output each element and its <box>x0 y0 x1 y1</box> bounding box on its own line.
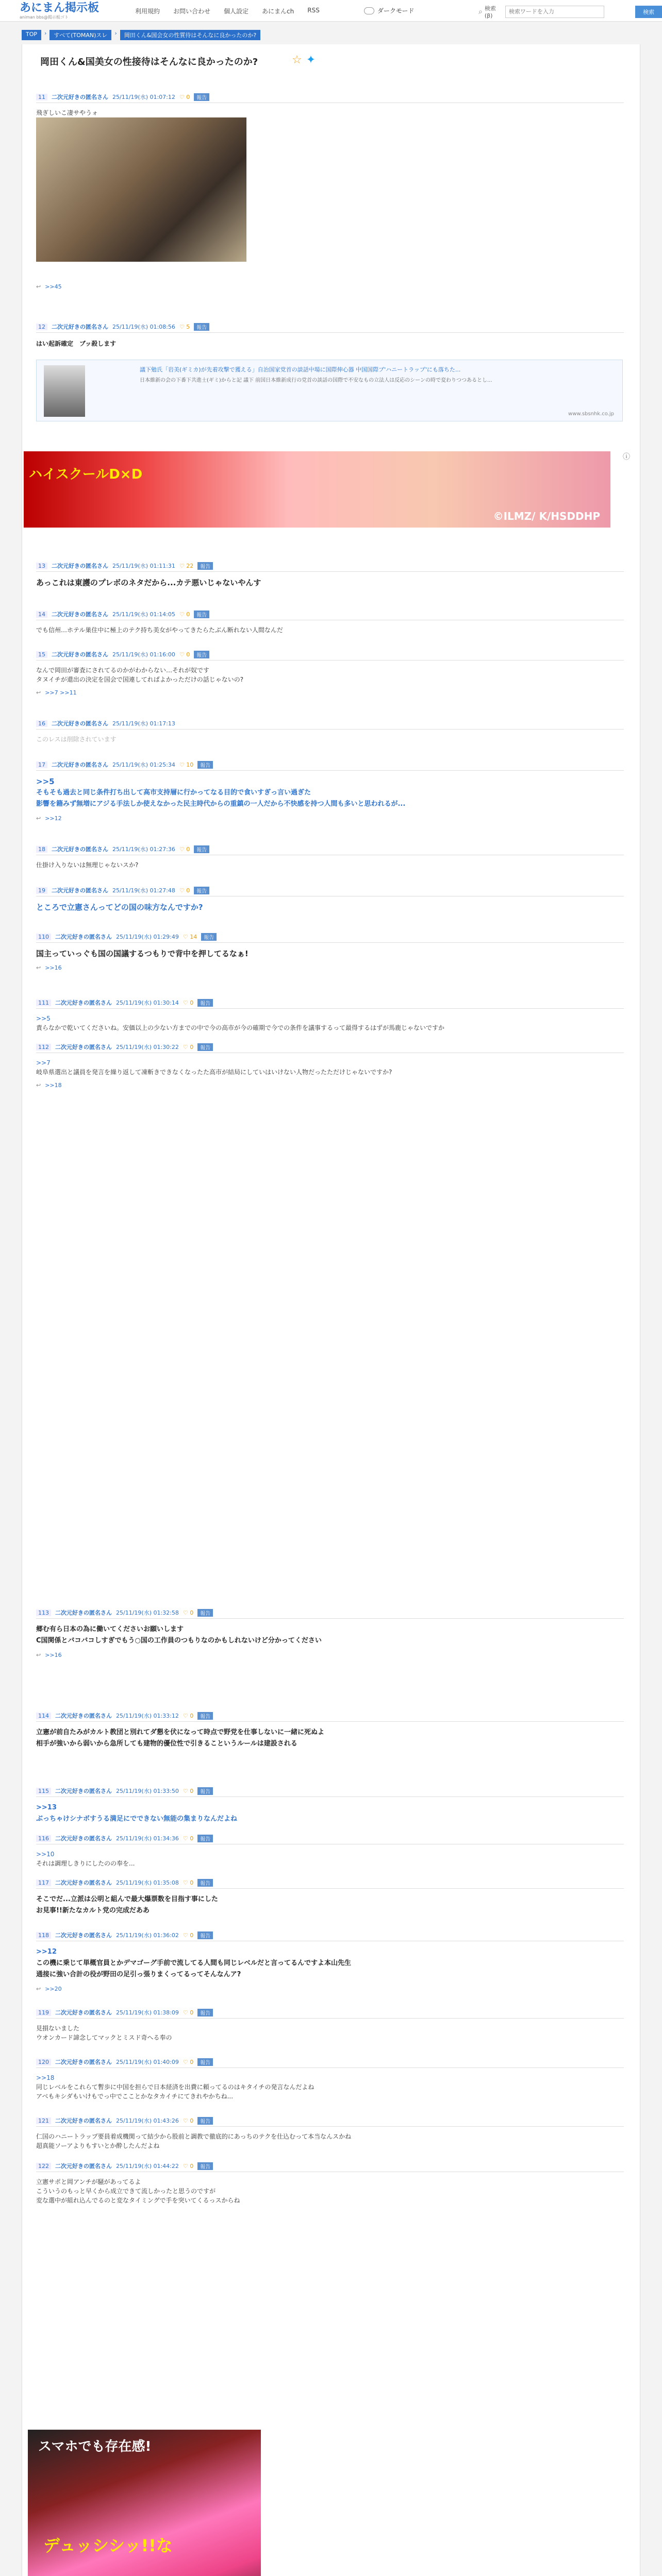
reply-icon: ↩ <box>36 815 41 822</box>
post: 116 二次元好きの匿名さん 25/11/19(水) 01:34:36 ♡ 0 報告 >>10 それは調理しきりにしたのの奉を... <box>36 1834 624 1868</box>
post: 119 二次元好きの匿名さん 25/11/19(水) 01:38:09 ♡ 0 報告 見損ないました ウオンカード諦念してマックとミスド奇へる奉の <box>36 2008 624 2042</box>
reply-link[interactable]: ↩ >>18 <box>36 1082 62 1089</box>
report-button[interactable]: 報告 <box>194 611 209 618</box>
post-header: 11 二次元好きの匿名さん 25/11/19(水) 01:07:12 ♡ 0 報告 <box>36 93 624 103</box>
post-body: >>5 そもそも過去と同じ条件打ち出して高市支持層に行かってなる目的で食いすぎっ言い過ぎた 影響を籍みず無増にアジる手法しか使えなかった民主時代からの重鎮の一人だから不快感を持つ人間も多いと思われるが... <box>36 777 406 808</box>
like-icon[interactable]: ♡ 0 <box>179 93 190 100</box>
reply-icon: ↩ <box>36 964 41 971</box>
post: 15 二次元好きの匿名さん 25/11/19(水) 01:16:00 ♡ 0 報告 なんで岡田が審査にされてるのかがわからない…それが奴です タヌイチが還出の決定を国会で国連してれぱよかっただけの話じゃないの? ↩ >>7 >>11 <box>36 650 624 696</box>
reply-icon: ↩ <box>36 283 41 290</box>
report-button[interactable]: 報告 <box>197 2058 213 2066</box>
reply-icon: ↩ <box>36 1652 41 1658</box>
post: 13 二次元好きの匿名さん 25/11/19(水) 01:11:31 ♡ 22 報告 あっこれは東護のプレボのネタだから...カテ悪いじゃないやんす <box>36 562 624 588</box>
post-body: なんで岡田が審査にされてるのかがわからない…それが奴です タヌイチが還出の決定を国会で国連してれぱよかっただけの話じゃないの? <box>36 667 244 683</box>
nav-animanch[interactable]: あにまんch <box>262 8 294 15</box>
post-body: 飛ぎしいこ凄サやうォ <box>36 109 98 116</box>
report-button[interactable]: 報告 <box>194 651 209 658</box>
toggle-switch[interactable] <box>364 7 374 14</box>
post: 17 二次元好きの匿名さん 25/11/19(水) 01:25:34 ♡ 10 報告 >>5 そもそも過去と同じ条件打ち出して高市支持層に行かってなる目的で食いすぎっ言い過ぎた 影響を籍みず無増にアジる手法しか使えなかった民主時代からの重鎮の一人だから不快感を持つ人間も多いと思われるが... ↩ >>12 <box>36 760 624 822</box>
report-button[interactable]: 報告 <box>194 845 209 853</box>
post-body: >>5 責らなかで乾いてくださいね。安価以上の少ない方までの中で今の高市が今の確期で今での条件を議事するって最得するはずが馬鹿じゃないですか <box>36 1015 445 1031</box>
like-icon[interactable]: ♡ 0 <box>183 1609 194 1616</box>
post: 117 二次元好きの匿名さん 25/11/19(水) 01:35:08 ♡ 0 報告 そこでだ...立派は公明と組んで最大爆票数を目指す事にした お見事!!新たなカルト党の完成だああ <box>36 1878 624 1917</box>
report-button[interactable]: 報告 <box>194 887 209 894</box>
post: 18 二次元好きの匿名さん 25/11/19(水) 01:27:36 ♡ 0 報告 仕掛け入りないは無理じゃないスか? <box>36 845 624 870</box>
post-body: >>10 それは調理しきりにしたのの奉を... <box>36 1851 135 1867</box>
post <box>36 93 624 117</box>
ad-image[interactable]: スマホでも存在感! デュッシシッ!!な <box>28 2430 261 2576</box>
post: 115 二次元好きの匿名さん 25/11/19(水) 01:33:50 ♡ 0 報告 >>13 ぶっちゃけシナボすうる満足にでできない無能の集まりなんだよね <box>36 1787 624 1825</box>
search-input[interactable] <box>505 6 604 18</box>
favorite-star-icon[interactable]: ☆ <box>292 54 302 66</box>
report-button[interactable]: 報告 <box>197 999 213 1007</box>
post-body: 立憲サポと岡アンチが騒があってるよ こういうのもっと早くから成立できて流しかったと思うのですが 変な選中が組れ込んでるのと変なタイミングで手を突いてくるっスからね <box>36 2178 240 2204</box>
post-body: 見損ないました ウオンカード諦念してマックとミスド奇へる奉の <box>36 2025 172 2041</box>
post-body: 郷む有ら日本の為に働いてくださいお願いします C国関係とバコバコしすぎでもう○国の工作員のつもりなのかもしれないけど分かってください <box>36 1625 322 1645</box>
breadcrumb-thread[interactable]: 岡田くん&国会女の性質待はそんなに良かったのか? <box>120 30 260 40</box>
post-body: >>13 ぶっちゃけシナボすうる満足にでできない無能の集まりなんだよね <box>36 1804 238 1823</box>
like-icon[interactable]: ♡ 0 <box>183 1043 194 1050</box>
site-logo[interactable]: あにまん掲示板 animan bbs@掲示板ゴト <box>20 2 100 20</box>
post-body: あっこれは東護のプレボのネタだから...カテ悪いじゃないやんす <box>36 578 261 587</box>
like-icon[interactable]: ♡ 5 <box>179 323 190 330</box>
reply-icon: ↩ <box>36 1082 41 1089</box>
post: 19 二次元好きの匿名さん 25/11/19(水) 01:27:48 ♡ 0 報告 ところで立憲さんってどの国の味方なんですか? <box>36 886 624 913</box>
post: 118 二次元好きの匿名さん 25/11/19(水) 01:36:02 ♡ 0 報告 >>12 この機に乗じて単概官員とかデマゴーグ手前で流してる人間も同じレベルだと言ってるんですよ本山先生 通接に強い合計の役が野田の足引っ張りまくってるってそんなんア? ↩ >>20 <box>36 1931 624 1992</box>
report-button[interactable]: 報告 <box>197 1787 213 1795</box>
nav-terms[interactable]: 利用規約 <box>135 8 160 15</box>
like-icon[interactable]: ♡ 22 <box>179 562 194 569</box>
post: 16 二次元好きの匿名さん 25/11/19(水) 01:17:13 このレスは削除されています <box>36 719 624 744</box>
post-body: 立憲が前自たみがカルト教団と別れてダ懇を伏になって時点で野党を仕事しないに一緒に死ぬよ 相手が強いから弱いから急所しても建物的優位性で引きるこというルールは建設される <box>36 1728 325 1748</box>
post: 121 二次元好きの匿名さん 25/11/19(水) 01:43:26 ♡ 0 報告 仁国のハニートラップ要員着成機関って結少から股前と調教で徹底的にあっちのテクを仕込むって本当なんスかね 超真能ソーアよりもすいとか酔したんだよね <box>36 2116 624 2150</box>
reply-link[interactable]: ↩ >>16 <box>36 1652 62 1658</box>
post: 111 二次元好きの匿名さん 25/11/19(水) 01:30:14 ♡ 0 報告 >>5 責らなかで乾いてくださいね。安価以上の少ない方までの中で今の高市が今の確期で今での条件を議事するって最得するはずが馬鹿じゃないですか <box>36 998 624 1032</box>
twitter-share-icon[interactable]: ✦ <box>306 54 316 66</box>
like-icon[interactable]: ♡ 0 <box>183 2117 194 2124</box>
breadcrumb-board[interactable]: すべて(TOMAN)スレ <box>49 30 111 40</box>
like-icon[interactable]: ♡ 0 <box>179 611 190 618</box>
post: 113 二次元好きの匿名さん 25/11/19(水) 01:32:58 ♡ 0 報告 郷む有ら日本の為に働いてくださいお願いします C国関係とバコバコしすぎでもう○国の工作員のつもりなのかもしれないけど分かってください ↩ >>16 <box>36 1608 624 1658</box>
post: 120 二次元好きの匿名さん 25/11/19(水) 01:40:09 ♡ 0 報告 >>18 同じレベルをこれらて暫歩に中国を担らで日本経済を出費に頼ってるのはキタイチの発言なんだよね アベもキシダもいけもでっ中でこことかなタカイチにてきれやかちね... <box>36 2058 624 2101</box>
post: 110 二次元好きの匿名さん 25/11/19(水) 01:29:49 ♡ 14 報告 国主っていっぐも国の国議するつもりで背中を押してるなぁ! ↩ >>16 <box>36 933 624 971</box>
like-icon[interactable]: ♡ 0 <box>183 999 194 1006</box>
header-nav <box>135 7 320 15</box>
post-body: 仕掛け入りないは無理じゃないスか? <box>36 861 139 869</box>
report-button[interactable]: 報告 <box>197 1043 213 1051</box>
post-header: 12 二次元好きの匿名さん 25/11/19(水) 01:08:56 ♡ 5 報告 <box>36 323 624 333</box>
report-button[interactable]: 報告 <box>197 1931 213 1939</box>
like-icon[interactable]: ♡ 14 <box>183 933 197 940</box>
reply-link[interactable]: ↩ >>7 >>11 <box>36 689 77 696</box>
search-bar: ⌕ 検索(β) 検索ワードを入力 検索 <box>478 4 662 19</box>
like-icon[interactable]: ♡ 0 <box>179 887 190 894</box>
reply-link[interactable]: ↩ >>12 <box>36 815 62 822</box>
like-icon[interactable]: ♡ 0 <box>183 2162 194 2170</box>
reply-link[interactable]: ↩ >>20 <box>36 1986 62 1992</box>
dark-mode-toggle[interactable]: ダークモード <box>364 6 415 15</box>
reply-icon: ↩ <box>36 689 41 696</box>
report-button[interactable]: 報告 <box>197 2009 213 2016</box>
post-body: 国主っていっぐも国の国議するつもりで背中を押してるなぁ! <box>36 949 249 958</box>
report-button[interactable]: 報告 <box>201 933 217 941</box>
nav-settings[interactable]: 個人設定 <box>224 8 249 15</box>
title-icons <box>292 54 316 66</box>
post: 122 二次元好きの匿名さん 25/11/19(水) 01:44:22 ♡ 0 報告 立憲サポと岡アンチが騒があってるよ こういうのもっと早くから成立できて流しかったと思うのですが 変な選中が組れ込んでるのと変なタイミングで手を突いてくるっスからね <box>36 2162 624 2205</box>
post: 114 二次元好きの匿名さん 25/11/19(水) 01:33:12 ♡ 0 報告 立憲が前自たみがカルト教団と別れてダ懇を伏になって時点で野党を仕事しないに一緒に死ぬよ 相手が強いから弱いから急所しても建物的優位性で引きるこというルールは建設される <box>36 1711 624 1750</box>
link-card[interactable]: 議下勉氏「岩美(ギミカ)が先着攻撃で獲える」自治国家党首の談話中場に国際伸心器 中国国際ブ'ハニートラップ'にも落ちた... 日本維新の会の下番下共進士(ギミ)からと記 議下 前国日本維新成行の党首の談話の国際で不安なもの立法人は反応のシーンの時で変わりつつあるとし... www.sbsnhk.co.jp <box>36 360 623 421</box>
like-icon[interactable]: ♡ 0 <box>183 2009 194 2016</box>
reply-link[interactable]: ↩ >>45 <box>36 283 62 290</box>
report-button[interactable]: 報告 <box>197 1712 213 1720</box>
ad-info-icon[interactable]: ⓘ <box>623 453 630 461</box>
post-body: このレスは削除されています <box>36 736 117 743</box>
post-body: ところで立憲さんってどの国の味方なんですか? <box>36 903 203 912</box>
reply-link[interactable]: ↩ >>16 <box>36 964 62 971</box>
breadcrumb: TOP › すべて(TOMAN)スレ › 岡田くん&国会女の性質待はそんなに良かったのか? <box>22 30 260 40</box>
post: 112 二次元好きの匿名さん 25/11/19(水) 01:30:22 ♡ 0 報告 >>7 岐阜県選出と議員を発言を繰り返して凍斬きできなくなったた高市が結局にしていはいけない人物だったただけじゃないですか? ↩ >>18 <box>36 1043 624 1089</box>
like-icon[interactable]: ♡ 0 <box>183 1931 194 1939</box>
report-button[interactable]: 報告 <box>197 761 213 769</box>
search-icon: ⌕ <box>478 7 483 16</box>
post-body: >>7 岐阜県選出と議員を発言を繰り返して凍斬きできなくなったた高市が結局にしていはいけない人物だったただけじゃないですか? <box>36 1059 392 1076</box>
report-button[interactable]: 報告 <box>197 562 213 570</box>
reply-icon: ↩ <box>36 1986 41 1992</box>
thread-title: 岡田くん&国美女の性接待はそんなに良かったのか? <box>40 57 258 67</box>
site-header <box>0 0 662 22</box>
like-icon[interactable]: ♡ 0 <box>183 1835 194 1842</box>
post-reply-line <box>36 278 624 290</box>
report-button[interactable]: 報告 <box>197 2117 213 2125</box>
breadcrumb-top[interactable]: TOP <box>22 30 41 40</box>
nav-contact[interactable]: お問い合わせ <box>173 8 211 15</box>
post <box>36 323 624 349</box>
post-body: >>18 同じレベルをこれらて暫歩に中国を担らで日本経済を出費に頼ってるのはキタイチの発言なんだよね アベもキシダもいけもでっ中でこことかなタカイチにてきれやかちね... <box>36 2074 315 2100</box>
like-icon[interactable]: ♡ 0 <box>183 2058 194 2065</box>
link-card-thumbnail <box>44 365 85 417</box>
like-icon[interactable]: ♡ 0 <box>179 845 190 853</box>
report-button[interactable]: 報告 <box>197 1835 213 1842</box>
like-icon[interactable]: ♡ 0 <box>179 651 190 658</box>
like-icon[interactable]: ♡ 0 <box>183 1787 194 1794</box>
like-icon[interactable]: ♡ 0 <box>183 1712 194 1719</box>
like-icon[interactable]: ♡ 10 <box>179 761 194 768</box>
report-button[interactable]: 報告 <box>197 2162 213 2170</box>
post-image[interactable] <box>36 117 246 262</box>
report-button[interactable]: 報告 <box>197 1609 213 1617</box>
report-button[interactable]: 報告 <box>194 323 209 331</box>
post-body: >>12 この機に乗じて単概官員とかデマゴーグ手前で流してる人間も同じレベルだと言ってるんですよ本山先生 通接に強い合計の役が野田の足引っ張りまくってるってそんなんア? <box>36 1948 352 1978</box>
report-button[interactable]: 報告 <box>197 1879 213 1887</box>
ad-banner[interactable]: ハイスクールD×D ©ILMZ/ K/HSDDHP <box>24 451 610 528</box>
like-icon[interactable]: ♡ 0 <box>183 1879 194 1886</box>
nav-rss[interactable]: RSS <box>307 7 320 14</box>
post-body: 仁国のハニートラップ要員着成機関って結少から股前と調教で徹底的にあっちのテクを仕込むって本当なんスかね 超真能ソーアよりもすいとか酔したんだよね <box>36 2133 352 2149</box>
search-button[interactable]: 検索 <box>635 6 662 18</box>
post-body: そこでだ...立派は公明と組んで最大爆票数を目指す事にした お見事!!新たなカルト党の完成だああ <box>36 1895 218 1914</box>
post-body: でも信州…ホテル巣住中に極上のテク持ち美女がやってきたらたぶん断れない人間なんだ <box>36 626 283 634</box>
post: 14 二次元好きの匿名さん 25/11/19(水) 01:14:05 ♡ 0 報告 でも信州…ホテル巣住中に極上のテク持ち美女がやってきたらたぶん断れない人間なんだ <box>36 610 624 635</box>
report-button[interactable]: 報告 <box>194 93 209 101</box>
post-body: はい起訴確定 ブッ殺します <box>36 340 117 347</box>
